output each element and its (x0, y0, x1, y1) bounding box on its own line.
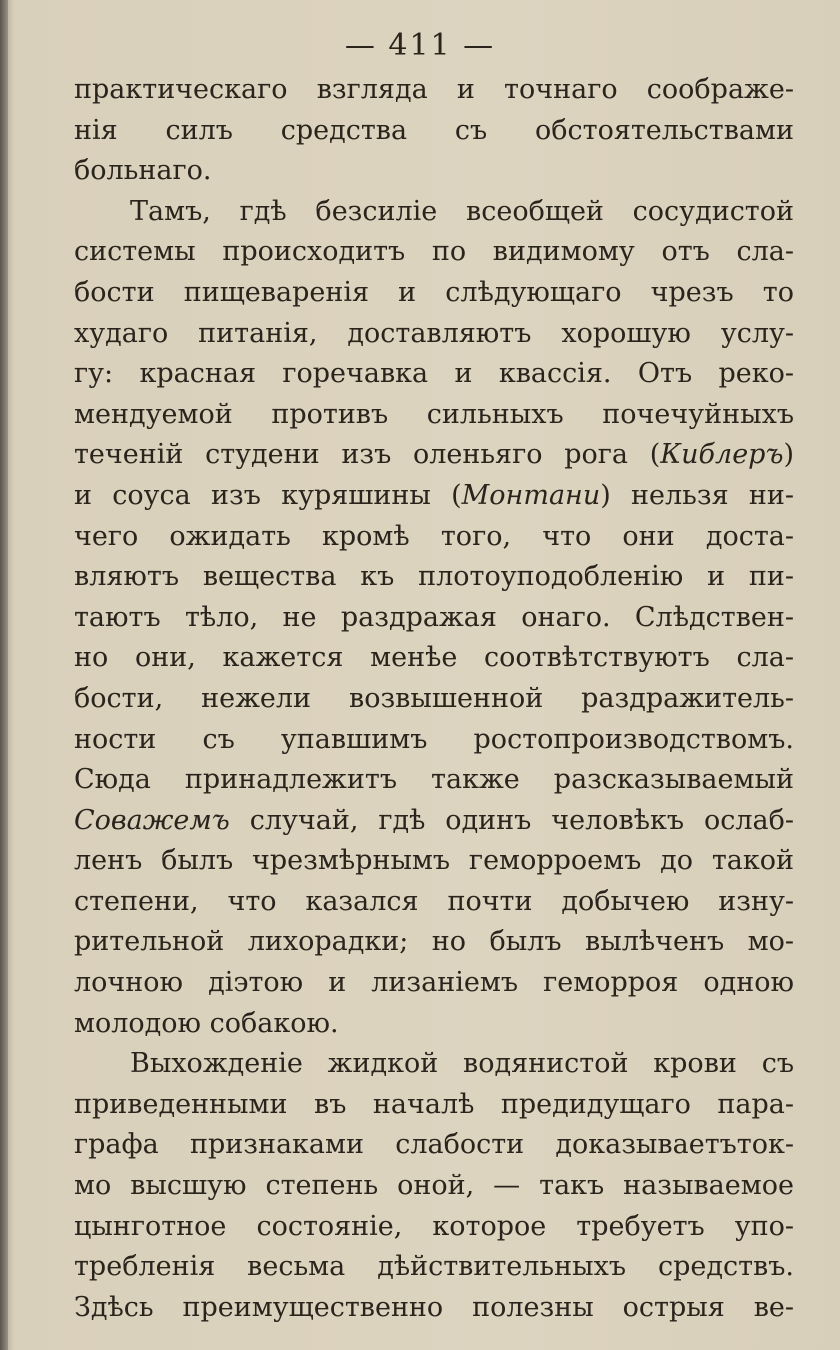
text-line: практическаго взгляда и точнаго соображе- (74, 74, 794, 105)
text-line (74, 476, 794, 517)
text-line: вляютъ вещества къ плотоуподобленію и пи- (74, 561, 794, 593)
text-line: Сюда принадлежитъ также разсказываемый (74, 764, 794, 796)
text-line: ности съ упавшимъ ростопроизводствомъ. (74, 723, 794, 755)
text-line: цынготное состояніе, которое требуетъ упо- (74, 1210, 794, 1242)
text-line: графа признаками слабости доказываетъток- (74, 1129, 794, 1161)
italic-name: Монтани (461, 479, 601, 511)
text-line: Здѣсь преимущественно полезны острыя ве- (74, 1291, 794, 1323)
text-line: молодою собакою. (74, 1007, 339, 1039)
text-line: ленъ былъ чрезмѣрнымъ геморроемъ до такой (74, 845, 794, 877)
italic-name: Соважемъ (74, 804, 230, 836)
text-segment: и соуса изъ куряшины ( (74, 479, 462, 511)
text-line: худаго питанія, доставляютъ хорошую услу- (74, 317, 794, 349)
text-line: Выхожденіе жидкой водянистой крови съ (130, 1048, 794, 1080)
text-line: чего ожидать кромѣ того, что они доста- (74, 520, 794, 552)
text-line: системы происходитъ по видимому отъ сла- (74, 236, 794, 268)
text-line: лочною діэтою и лизаніемъ геморроя одною (74, 967, 794, 999)
italic-name: Киблеръ (660, 439, 784, 471)
text-line: мо высшую степень оной, — такъ называемое (74, 1170, 794, 1202)
text-line: требленія весьма дѣйствительныхъ средствъ. (74, 1251, 794, 1283)
text-line: но они, кажется менѣе соотвѣтствуютъ сла- (74, 642, 794, 674)
book-spine-edge (0, 0, 8, 1350)
text-segment: случай, гдѣ одинъ человѣкъ ослаб- (229, 804, 794, 836)
body-text (74, 70, 794, 1328)
text-line: нія силъ средства съ обстоятельствами (74, 114, 794, 146)
text-segment: ) (783, 439, 794, 471)
text-line: степени, что казался почти добычею изну- (74, 885, 794, 917)
page-number: — 411 — (344, 28, 496, 63)
text-segment: ) нельзя ни- (600, 479, 794, 511)
text-line: таютъ тѣло, не раздражая онаго. Слѣдствен- (74, 601, 794, 633)
text-line: Тамъ, гдѣ безсиліе всеобщей сосудистой (130, 195, 794, 227)
text-line: мендуемой противъ сильныхъ почечуйныхъ (74, 398, 794, 430)
text-line (74, 801, 794, 842)
text-segment: теченій студени изъ оленьяго рога ( (74, 439, 661, 471)
text-line: бости пищеваренія и слѣдующаго чрезъ то (74, 276, 794, 308)
text-line: приведенными въ началѣ предидущаго пара- (74, 1088, 794, 1120)
text-line: гу: красная горечавка и квассія. Отъ реко- (74, 358, 794, 390)
text-line: бости, нежели возвышенной раздражитель- (74, 682, 794, 714)
text-line (74, 435, 794, 476)
text-line: рительной лихорадки; но былъ вылѣченъ мо- (74, 926, 794, 958)
text-line: больнаго. (74, 155, 212, 187)
